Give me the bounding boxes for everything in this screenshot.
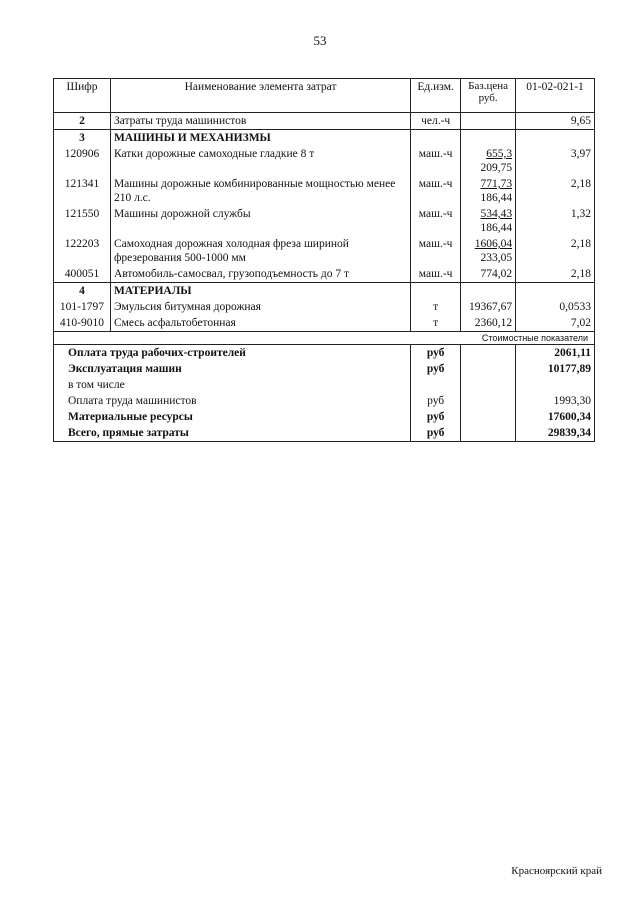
summary-unit: руб [411,409,461,425]
row-code: 3 [54,130,111,147]
summary-unit: руб [411,361,461,377]
row-price [461,266,516,283]
row-price-bottom: 186,44 [480,222,513,234]
cost-caption: Стоимостные показатели [54,332,595,345]
summary-spacer [461,425,516,442]
row-value: 1,32 [516,206,595,236]
row-price-bottom: 2360,12 [474,317,513,329]
table-row [54,315,595,332]
row-name: Самоходная дорожная холодная фреза шириной фрезерования 500-1000 мм [110,236,410,266]
row-code: 120906 [54,146,111,176]
table-row [54,176,595,206]
row-price-top: 655,3 [486,148,513,160]
table-body [54,113,595,332]
row-unit: т [411,299,461,315]
table-header [54,79,595,113]
summary-name: Оплата труда рабочих-строителей [54,345,411,362]
summary-spacer [461,393,516,409]
row-price [461,176,516,206]
row-unit: маш.-ч [411,146,461,176]
summary-row [54,393,595,409]
row-unit: маш.-ч [411,266,461,283]
row-unit: маш.-ч [411,236,461,266]
row-name: Машины дорожной службы [110,206,410,236]
row-code: 410-9010 [54,315,111,332]
table-row [54,236,595,266]
summary-spacer [461,345,516,362]
row-value: 7,02 [516,315,595,332]
summary-unit [411,377,461,393]
summary-row [54,409,595,425]
row-code: 122203 [54,236,111,266]
summary-unit: руб [411,393,461,409]
row-unit: т [411,315,461,332]
summary-spacer [461,377,516,393]
row-price [461,113,516,130]
row-code: 400051 [54,266,111,283]
section-row [54,130,595,147]
row-price [461,236,516,266]
row-value: 2,18 [516,236,595,266]
row-name: Эмульсия битумная дорожная [110,299,410,315]
row-code: 4 [54,283,111,300]
region-label: Красноярский край [511,865,602,877]
summary-value: 29839,34 [516,425,595,442]
summary-row [54,377,595,393]
summary-unit: руб [411,345,461,362]
table-row [54,206,595,236]
header-unit: Ед.изм. [411,79,461,113]
section-row [54,283,595,300]
row-price-top: 771,73 [480,178,513,190]
summary-value: 1993,30 [516,393,595,409]
cost-caption-row [54,332,595,345]
summary-spacer [461,361,516,377]
row-value: 3,97 [516,146,595,176]
row-price-bottom: 186,44 [480,192,513,204]
header-code: Шифр [54,79,111,113]
row-value: 9,65 [516,113,595,130]
summary-unit: руб [411,425,461,442]
summary-row [54,425,595,442]
row-name: МАТЕРИАЛЫ [110,283,410,300]
row-unit: чел.-ч [411,113,461,130]
row-price [461,206,516,236]
row-unit [411,283,461,300]
row-price [461,283,516,300]
row-value: 2,18 [516,266,595,283]
summary-name: Всего, прямые затраты [54,425,411,442]
row-code: 2 [54,113,111,130]
summary-spacer [461,409,516,425]
row-price-bottom: 19367,67 [468,301,513,313]
row-price [461,299,516,315]
row-value: 0,0533 [516,299,595,315]
summary-row [54,361,595,377]
summary-name: Оплата труда машинистов [54,393,411,409]
table-row [54,299,595,315]
page-number: 53 [313,33,327,48]
row-value: 2,18 [516,176,595,206]
row-price [461,130,516,147]
row-code: 101-1797 [54,299,111,315]
row-price-top: 1606,04 [474,238,513,250]
row-price-bottom: 209,75 [480,162,513,174]
row-price [461,146,516,176]
table-row [54,266,595,283]
summary-value [516,377,595,393]
summary-value: 10177,89 [516,361,595,377]
row-name: Автомобиль-самосвал, грузоподъемность до 7 т [110,266,410,283]
summary-name: Материальные ресурсы [54,409,411,425]
header-price-line1: Баз.цена [468,80,509,92]
row-unit: маш.-ч [411,176,461,206]
row-price-top: 534,43 [480,208,513,220]
row-name: МАШИНЫ И МЕХАНИЗМЫ [110,130,410,147]
row-value [516,283,595,300]
row-name: Катки дорожные самоходные гладкие 8 т [110,146,410,176]
cost-table [53,78,595,442]
table-row [54,146,595,176]
row-name: Машины дорожные комбинированные мощностью менее 210 л.с. [110,176,410,206]
summary-body [54,332,595,442]
header-norm: 01-02-021-1 [516,79,595,113]
row-code: 121550 [54,206,111,236]
row-price [461,315,516,332]
header-price [461,79,516,113]
summary-name: Эксплуатация машин [54,361,411,377]
row-unit [411,130,461,147]
summary-name: в том числе [54,377,411,393]
row-value [516,130,595,147]
header-name: Наименование элемента затрат [110,79,410,113]
summary-value: 2061,11 [516,345,595,362]
summary-value: 17600,34 [516,409,595,425]
table-row [54,113,595,130]
row-name: Смесь асфальтобетонная [110,315,410,332]
header-price-line2: руб. [478,92,498,104]
summary-row [54,345,595,362]
row-price-bottom: 233,05 [480,252,513,264]
row-unit: маш.-ч [411,206,461,236]
row-name: Затраты труда машинистов [110,113,410,130]
row-code: 121341 [54,176,111,206]
row-price-bottom: 774,02 [480,268,513,280]
